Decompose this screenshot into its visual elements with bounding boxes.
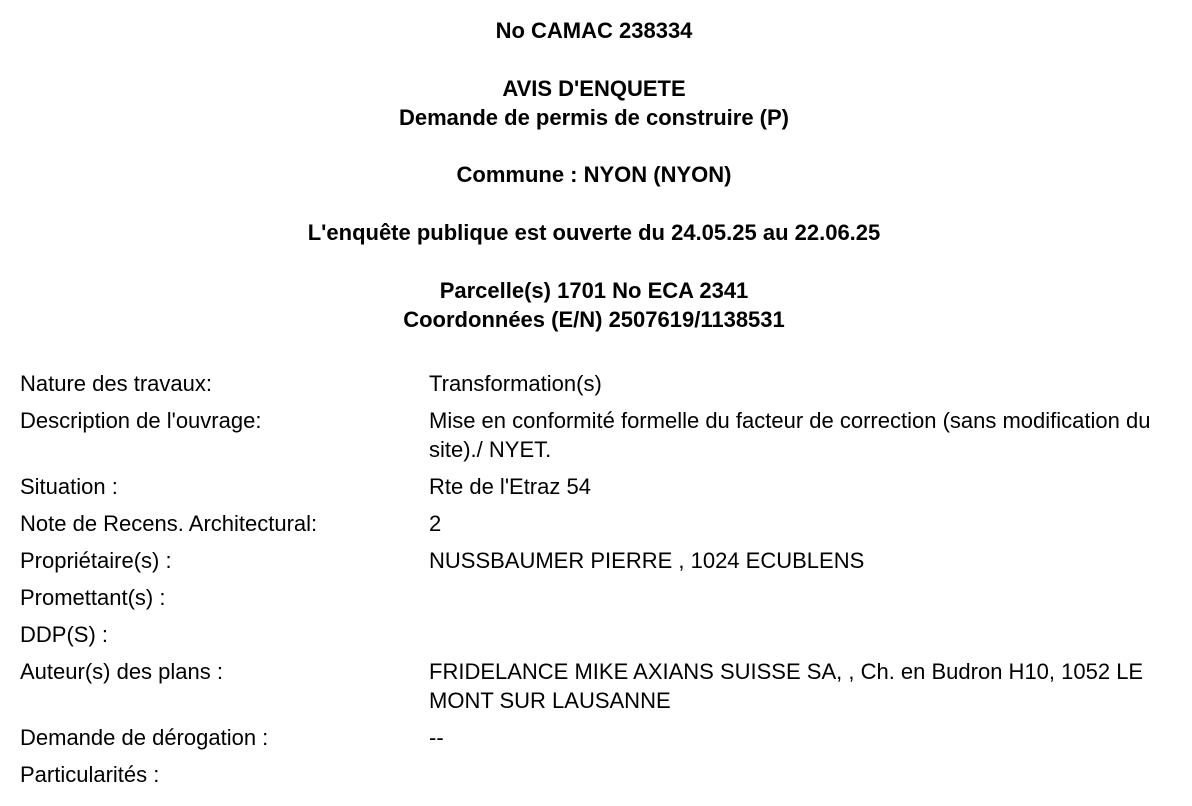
detail-value: Mise en conformité formelle du facteur de correction (sans modification du site)./ NYET. [429, 408, 1151, 462]
parcel: Parcelle(s) 1701 No ECA 2341 [439, 278, 749, 303]
detail-value: Transformation(s) [429, 371, 602, 396]
request-type: Demande de permis de construire (P) [399, 105, 789, 130]
detail-row-situation [20, 472, 1180, 501]
coordinates: Coordonnées (E/N) 2507619/1138531 [403, 307, 785, 332]
detail-value: -- [429, 725, 444, 750]
detail-value: 2 [429, 511, 442, 536]
detail-row-particularites [20, 760, 1180, 789]
detail-value [429, 760, 1169, 789]
detail-value: Rte de l'Etraz 54 [429, 474, 591, 499]
detail-label: Nature des travaux: [20, 371, 212, 396]
detail-label: Situation : [20, 474, 118, 499]
detail-row-owner [20, 546, 1180, 575]
detail-label: Propriétaire(s) : [20, 548, 172, 573]
detail-value: NUSSBAUMER PIERRE , 1024 ECUBLENS [429, 548, 865, 573]
detail-row-ddp [20, 620, 1180, 649]
detail-row-derogation [20, 723, 1180, 752]
detail-value: FRIDELANCE MIKE AXIANS SUISSE SA, , Ch. en Budron H10, 1052 LE MONT SUR LAUSANNE [429, 659, 1144, 713]
detail-label: Description de l'ouvrage: [20, 408, 262, 433]
detail-label: Demande de dérogation : [20, 725, 269, 750]
details-table [20, 369, 1180, 797]
notice-title: AVIS D'ENQUETE [502, 76, 686, 101]
commune: Commune : NYON (NYON) [456, 162, 732, 187]
detail-row-promettant [20, 583, 1180, 612]
detail-value [429, 583, 1169, 612]
detail-row-author [20, 657, 1180, 715]
detail-value [429, 620, 1169, 649]
detail-row-nature [20, 369, 1180, 398]
detail-label: Promettant(s) : [20, 585, 166, 610]
detail-row-description [20, 406, 1180, 464]
detail-row-note [20, 509, 1180, 538]
detail-label: Particularités : [20, 762, 160, 787]
detail-label: Note de Recens. Architectural: [20, 511, 318, 536]
inquiry-period: L'enquête publique est ouverte du 24.05.25 au 22.06.25 [307, 220, 881, 245]
detail-label: DDP(S) : [20, 622, 108, 647]
detail-label: Auteur(s) des plans : [20, 659, 223, 684]
camac-number: No CAMAC 238334 [495, 18, 693, 43]
